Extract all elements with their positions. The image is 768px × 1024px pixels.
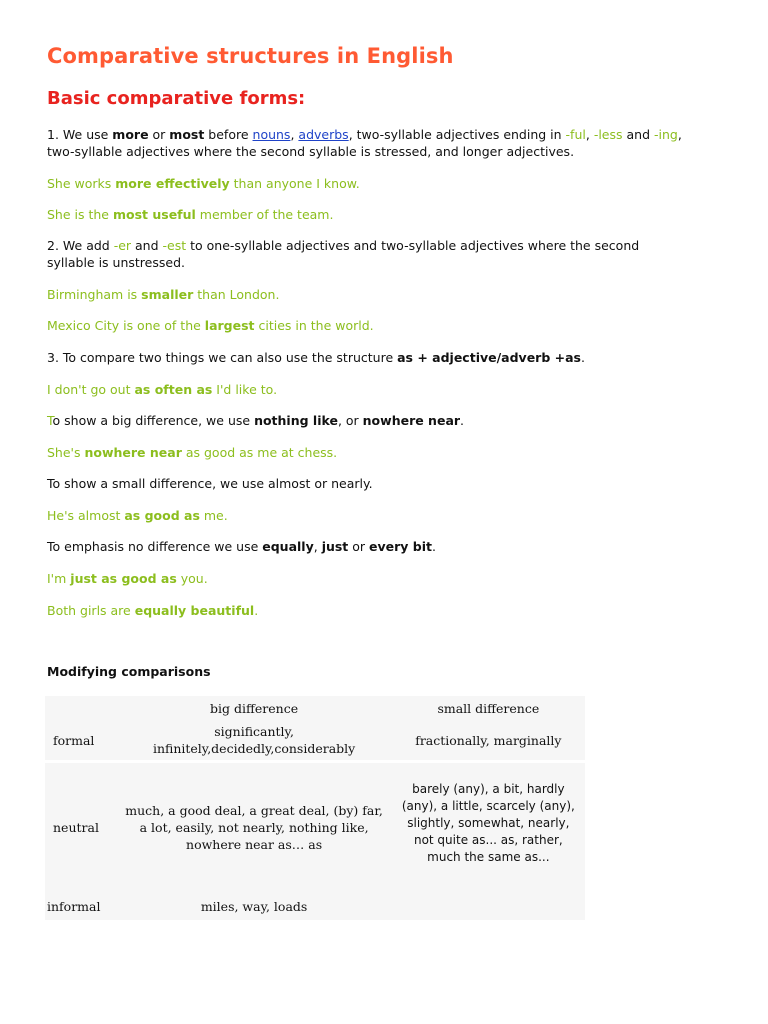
table-row — [45, 720, 585, 760]
table-header-cell: big difference — [116, 696, 391, 720]
row-label: formal — [45, 720, 116, 760]
nouns-link[interactable]: nouns — [252, 127, 291, 142]
table-row — [45, 892, 585, 920]
rule-1: 1. We use more or most before nouns, adverbs, two-syllable adjectives ending in -ful, -less and -ing, two-syllable adjectives where the second syllable is stressed, and longer adjectives. — [47, 127, 682, 159]
table-cell: miles, way, loads — [116, 892, 391, 920]
table-corner-cell — [45, 696, 116, 720]
table-row — [45, 760, 585, 892]
adverbs-link[interactable]: adverbs — [298, 127, 349, 142]
example-7: He's almost as good as me. — [47, 508, 228, 523]
table-header-cell: small difference — [392, 696, 585, 720]
example-8: I'm just as good as you. — [47, 571, 208, 586]
rule-no-difference: To emphasis no difference we use equally, just or every bit. — [47, 539, 436, 554]
rule-2: 2. We add -er and -est to one-syllable adjectives and two-syllable adjectives where the second syllable is unstressed. — [47, 238, 640, 270]
table-cell — [392, 892, 585, 920]
example-6: She's nowhere near as good as me at chess. — [47, 445, 338, 460]
section-subtitle: Basic comparative forms: — [47, 88, 306, 109]
example-1: She works more effectively than anyone I know. — [47, 176, 360, 191]
page-title: Comparative structures in English — [47, 44, 454, 68]
example-9: Both girls are equally beautiful. — [47, 603, 259, 618]
modifying-comparisons-table — [45, 696, 585, 920]
modifying-comparisons-heading: Modifying comparisons — [47, 664, 211, 679]
table-cell: much, a good deal, a great deal, (by) far, a lot, easily, not nearly, nothing like, nowhere near as… as — [116, 760, 391, 892]
table-header-row — [45, 696, 585, 720]
row-label: informal — [45, 892, 116, 920]
rule-big-difference: To show a big difference, we use nothing like, or nowhere near. — [47, 413, 465, 428]
example-3: Birmingham is smaller than London. — [47, 287, 280, 302]
table-cell: significantly, infinitely,decidedly,considerably — [116, 720, 391, 760]
example-4: Mexico City is one of the largest cities in the world. — [47, 318, 374, 333]
table-cell: barely (any), a bit, hardly (any), a little, scarcely (any), slightly, somewhat, nearly, not quite as... as, rather, much the same as... — [392, 760, 585, 892]
example-2: She is the most useful member of the team. — [47, 207, 334, 222]
rule-3: 3. To compare two things we can also use the structure as + adjective/adverb +as. — [47, 350, 585, 365]
rule-small-difference: To show a small difference, we use almost or nearly. — [47, 476, 373, 491]
example-5: I don't go out as often as I'd like to. — [47, 382, 278, 397]
table-cell: fractionally, marginally — [392, 720, 585, 760]
row-label: neutral — [45, 760, 116, 892]
